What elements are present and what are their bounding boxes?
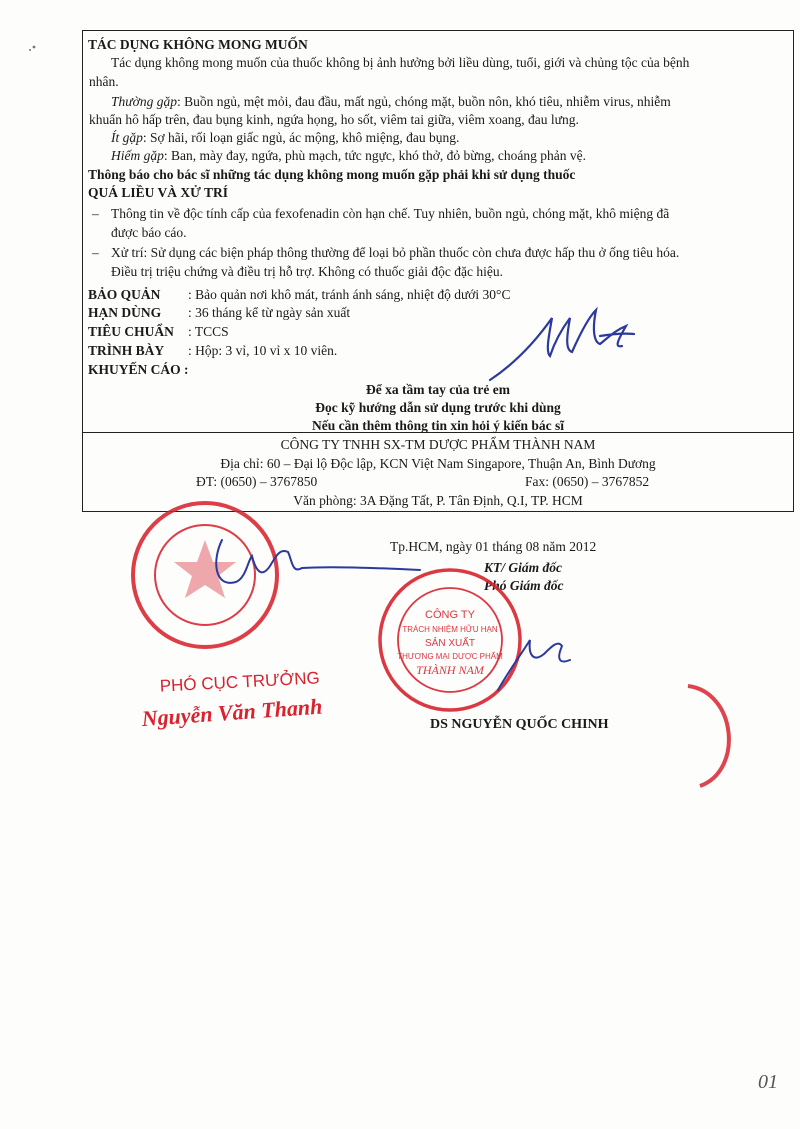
storage-value: : Bảo quản nơi khô mát, tránh ánh sáng, nhiệt độ dưới 30°C [188,287,511,302]
standard-label: TIÊU CHUẨN [88,324,174,339]
expiry-value: : 36 tháng kể từ ngày sản xuất [188,305,351,320]
expiry-label: HẠN DÙNG [88,305,162,320]
director-signature-over-seal [498,640,570,690]
overdose-item-1-line-2: được báo cáo. [111,225,187,240]
warning-line-1: Để xa tầm tay của trẻ em [366,382,510,397]
warning-line-3: Nếu cần thêm thông tin xin hỏi ý kiến bác sĩ [311,418,565,433]
svg-text:SẢN XUẤT: SẢN XUẤT [424,638,476,649]
side-effects-heading: TÁC DỤNG KHÔNG MONG MUỐN [88,37,308,52]
deputy-name: Nguyễn Văn Thanh [140,693,324,732]
page-mark: 01 [758,1071,778,1093]
overdose-item-2-line-2: Điều trị triệu chứng và điều trị hỗ trợ. Không có thuốc giải độc đặc hiệu. [111,264,503,279]
signer-role-1: KT/ Giám đốc [484,560,562,575]
uncommon-label: Ít gặp [111,130,143,145]
rare-text: : Ban, mày đay, ngứa, phù mạch, tức ngực, khó thở, đỏ bừng, choáng phản vệ. [163,148,586,163]
side-effects-intro-2: nhân. [89,74,119,89]
rare-label: Hiếm gặp [111,148,164,163]
packing-label: TRÌNH BÀY [88,343,165,358]
speck [29,49,31,51]
common-text: : Buồn ngủ, mệt mỏi, đau đầu, mất ngủ, chóng mặt, buồn nôn, khó tiêu, nhiễm virus, nhiễm [176,94,671,109]
svg-text:THƯƠNG MẠI DƯỢC PHẨM: THƯƠNG MẠI DƯỢC PHẨM [397,652,503,661]
speck [33,46,36,49]
overdose-heading: QUÁ LIỀU VÀ XỬ TRÍ [88,185,229,200]
partial-seal-edge [688,686,729,786]
standard-value: : TCCS [188,324,229,339]
authority-seal-left [133,503,277,647]
svg-text:TRÁCH NHIỆM HỮU HẠN: TRÁCH NHIỆM HỮU HẠN [402,625,498,634]
warning-label: KHUYẾN CÁO : [88,362,189,377]
signer-name: DS NGUYỄN QUỐC CHINH [430,717,609,732]
company-name: CÔNG TY TNHH SX-TM DƯỢC PHẨM THÀNH NAM [280,437,596,452]
signer-role-2: Phó Giám đốc [484,578,564,593]
svg-text:CÔNG TY: CÔNG TY [425,609,475,621]
director-signature-mark [490,310,634,380]
company-fax: Fax: (0650) – 3767852 [525,474,650,489]
overdose-item-1-line-1: Thông tin về độc tính cấp của fexofenadin còn hạn chế. Tuy nhiên, buồn ngủ, chóng mặt, khô miệng đã [111,206,670,221]
overdose-dash-2: – [92,245,99,260]
company-office: Văn phòng: 3A Đặng Tất, P. Tân Định, Q.I, TP. HCM [293,493,583,508]
uncommon-text: : Sợ hãi, rối loạn giấc ngủ, ác mộng, khô miệng, đau bụng. [142,130,460,145]
svg-text:THÀNH NAM: THÀNH NAM [416,663,484,677]
warning-line-2: Đọc kỹ hướng dẫn sử dụng trước khi dùng [315,400,561,415]
deputy-title: PHÓ CỤC TRƯỞNG [159,668,321,696]
storage-label: BẢO QUẢN [88,287,161,302]
side-effects-notice: Thông báo cho bác sĩ những tác dụng không mong muốn gặp phải khi sử dụng thuốc [88,167,576,182]
common-label: Thường gặp [111,94,177,109]
company-phone: ĐT: (0650) – 3767850 [196,474,318,489]
side-effects-intro-1: Tác dụng không mong muốn của thuốc không bị ảnh hưởng bởi liều dùng, tuổi, giới và chủng tộc của bệnh [111,55,690,70]
overdose-dash-1: – [92,206,99,221]
company-address: Địa chỉ: 60 – Đại lộ Độc lập, KCN Việt Nam Singapore, Thuận An, Bình Dương [220,456,656,471]
common-effects-line-2: khuẩn hô hấp trên, đau bụng kinh, ngứa họng, ho sốt, viêm tai giữa, viêm xoang, đau lưng. [89,112,579,127]
date-line: Tp.HCM, ngày 01 tháng 08 năm 2012 [390,539,597,554]
packing-value: : Hộp: 3 vỉ, 10 vỉ x 10 viên. [188,343,338,358]
overdose-item-2-line-1: Xử trí: Sử dụng các biện pháp thông thường để loại bỏ phần thuốc còn chưa được hấp thu ở ống tiêu hóa. [111,245,680,260]
